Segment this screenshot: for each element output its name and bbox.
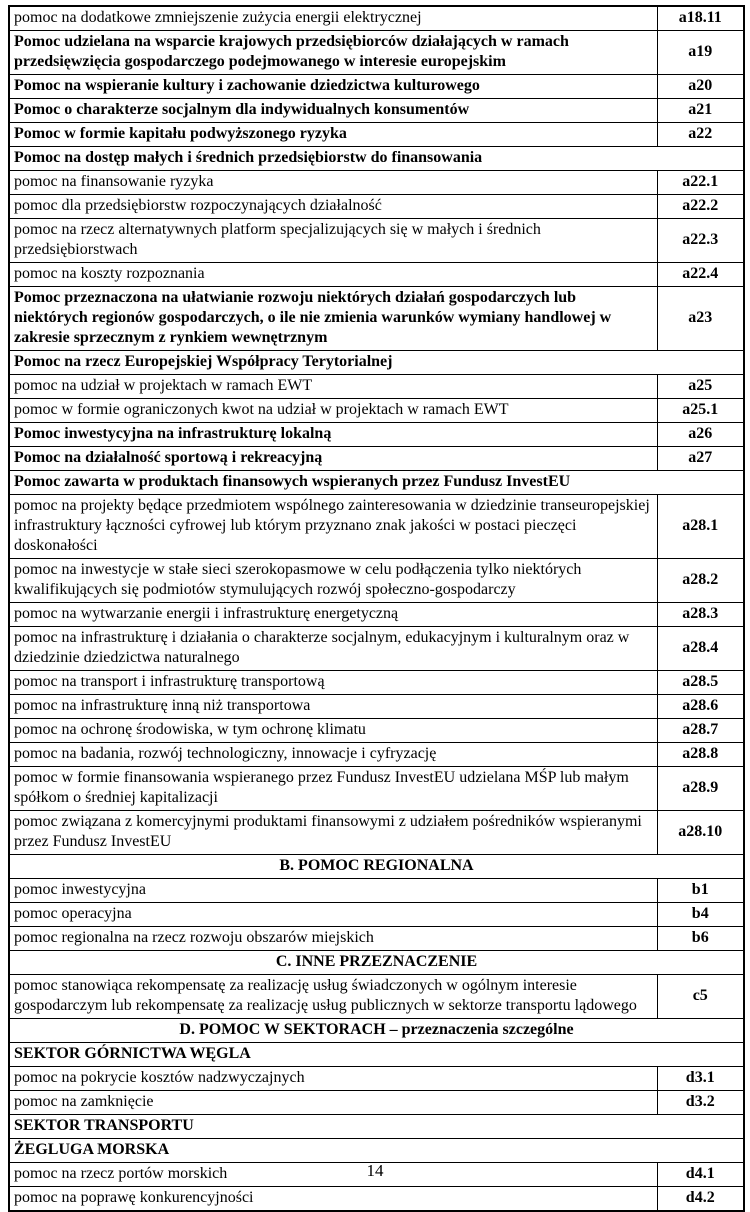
aid-code-cell: a28.7 (657, 719, 744, 743)
section-header-cell: SEKTOR TRANSPORTU (9, 1115, 744, 1139)
table-row (9, 903, 744, 927)
table-row (9, 399, 744, 423)
aid-description-cell: pomoc na ochronę środowiska, w tym ochronę klimatu (9, 719, 657, 743)
aid-description-cell: pomoc na rzecz alternatywnych platform specjalizujących się w małych i średnich przedsiębiorstwach (9, 219, 657, 263)
table-row (9, 879, 744, 903)
aid-description-cell: pomoc regionalna na rzecz rozwoju obszarów miejskich (9, 927, 657, 951)
aid-code-cell: b6 (657, 927, 744, 951)
aid-code-cell: b4 (657, 903, 744, 927)
section-header-cell: B. POMOC REGIONALNA (9, 855, 744, 879)
aid-code-cell: a28.10 (657, 811, 744, 855)
table-row (9, 263, 744, 287)
aid-table-body (9, 6, 744, 1211)
table-row (9, 975, 744, 1019)
aid-code-cell: a22.1 (657, 171, 744, 195)
table-row (9, 1067, 744, 1091)
table-row (9, 559, 744, 603)
table-row (9, 1187, 744, 1212)
table-row (9, 219, 744, 263)
aid-code-cell: a22.4 (657, 263, 744, 287)
section-row (9, 1139, 744, 1163)
aid-description-cell: pomoc na koszty rozpoznania (9, 263, 657, 287)
aid-description-cell: pomoc operacyjna (9, 903, 657, 927)
table-row (9, 671, 744, 695)
table-row (9, 811, 744, 855)
aid-code-cell: a20 (657, 75, 744, 99)
aid-code-cell: a25.1 (657, 399, 744, 423)
aid-description-cell: pomoc stanowiąca rekompensatę za realizację usług świadczonych w ogólnym interesie gospodarczym lub rekompensatę za realizację usług publicznych w sektorze transportu lądowego (9, 975, 657, 1019)
aid-description-cell: pomoc na poprawę konkurencyjności (9, 1187, 657, 1212)
aid-description-cell: pomoc dla przedsiębiorstw rozpoczynających działalność (9, 195, 657, 219)
aid-description-cell: pomoc na dodatkowe zmniejszenie zużycia energii elektrycznej (9, 6, 657, 31)
aid-description-cell: pomoc na zamknięcie (9, 1091, 657, 1115)
section-header-cell: ŻEGLUGA MORSKA (9, 1139, 744, 1163)
aid-code-cell: a28.8 (657, 743, 744, 767)
aid-description-cell: Pomoc na wspieranie kultury i zachowanie dziedzictwa kulturowego (9, 75, 657, 99)
table-row (9, 99, 744, 123)
section-header-cell: Pomoc zawarta w produktach finansowych wspieranych przez Fundusz InvestEU (9, 471, 744, 495)
aid-description-cell: pomoc na badania, rozwój technologiczny, innowacje i cyfryzację (9, 743, 657, 767)
section-row (9, 1019, 744, 1043)
section-row (9, 147, 744, 171)
section-row (9, 1115, 744, 1139)
table-row (9, 927, 744, 951)
aid-code-cell: c5 (657, 975, 744, 1019)
aid-description-cell: pomoc na pokrycie kosztów nadzwyczajnych (9, 1067, 657, 1091)
table-row (9, 75, 744, 99)
table-row (9, 695, 744, 719)
aid-code-cell: a26 (657, 423, 744, 447)
section-header-cell: SEKTOR GÓRNICTWA WĘGLA (9, 1043, 744, 1067)
aid-code-cell: a25 (657, 375, 744, 399)
aid-description-cell: pomoc inwestycyjna (9, 879, 657, 903)
table-row (9, 31, 744, 75)
aid-description-cell: pomoc na projekty będące przedmiotem wspólnego zainteresowania w dziedzinie transeuropejskiej infrastruktury łączności cyfrowej lub którym przyznano znak jakości w postaci pieczęci doskonałości (9, 495, 657, 559)
aid-description-cell: Pomoc na działalność sportową i rekreacyjną (9, 447, 657, 471)
aid-code-cell: b1 (657, 879, 744, 903)
aid-code-cell: a28.6 (657, 695, 744, 719)
aid-code-cell: a18.11 (657, 6, 744, 31)
aid-description-cell: pomoc na udział w projektach w ramach EWT (9, 375, 657, 399)
aid-description-cell: pomoc na transport i infrastrukturę transportową (9, 671, 657, 695)
aid-code-cell: a27 (657, 447, 744, 471)
aid-code-cell: d4.1 (657, 1163, 744, 1187)
aid-code-cell: a19 (657, 31, 744, 75)
table-row (9, 743, 744, 767)
aid-description-cell: pomoc w formie finansowania wspieranego przez Fundusz InvestEU udzielana MŚP lub małym spółkom o średniej kapitalizacji (9, 767, 657, 811)
aid-description-cell: Pomoc przeznaczona na ułatwianie rozwoju niektórych działań gospodarczych lub niektórych regionów gospodarczych, o ile nie zmienia warunków wymiany handlowej w zakresie sprzecznym z rynkiem wewnętrznym (9, 287, 657, 351)
aid-description-cell: pomoc na infrastrukturę inną niż transportowa (9, 695, 657, 719)
aid-code-cell: a22 (657, 123, 744, 147)
aid-code-cell: d3.2 (657, 1091, 744, 1115)
aid-code-cell: a28.1 (657, 495, 744, 559)
section-row (9, 951, 744, 975)
aid-description-cell: Pomoc w formie kapitału podwyższonego ryzyka (9, 123, 657, 147)
aid-code-cell: a28.9 (657, 767, 744, 811)
table-row (9, 6, 744, 31)
aid-description-cell: Pomoc inwestycyjna na infrastrukturę lokalną (9, 423, 657, 447)
aid-code-cell: a28.2 (657, 559, 744, 603)
section-row (9, 855, 744, 879)
aid-description-cell: pomoc na finansowanie ryzyka (9, 171, 657, 195)
table-row (9, 375, 744, 399)
table-row (9, 171, 744, 195)
aid-code-cell: d4.2 (657, 1187, 744, 1212)
table-row (9, 287, 744, 351)
aid-code-cell: a28.4 (657, 627, 744, 671)
section-header-cell: Pomoc na dostęp małych i średnich przedsiębiorstw do finansowania (9, 147, 744, 171)
section-row (9, 471, 744, 495)
section-header-cell: C. INNE PRZEZNACZENIE (9, 951, 744, 975)
table-row (9, 719, 744, 743)
table-row (9, 123, 744, 147)
section-row (9, 351, 744, 375)
page-number: 14 (366, 1161, 384, 1180)
section-header-cell: D. POMOC W SEKTORACH – przeznaczenia szczególne (9, 1019, 744, 1043)
aid-description-cell: pomoc w formie ograniczonych kwot na udział w projektach w ramach EWT (9, 399, 657, 423)
aid-description-cell: pomoc związana z komercyjnymi produktami finansowymi z udziałem pośredników wspieranymi przez Fundusz InvestEU (9, 811, 657, 855)
aid-code-cell: a22.2 (657, 195, 744, 219)
table-row (9, 627, 744, 671)
section-row (9, 1043, 744, 1067)
table-row (9, 603, 744, 627)
aid-description-cell: Pomoc udzielana na wsparcie krajowych przedsiębiorców działających w ramach przedsięwzięcia gospodarczego podejmowanego w interesie europejskim (9, 31, 657, 75)
aid-categories-table (8, 5, 745, 1212)
aid-code-cell: d3.1 (657, 1067, 744, 1091)
aid-code-cell: a28.3 (657, 603, 744, 627)
table-row (9, 195, 744, 219)
aid-code-cell: a21 (657, 99, 744, 123)
aid-code-cell: a23 (657, 287, 744, 351)
aid-description-cell: Pomoc o charakterze socjalnym dla indywidualnych konsumentów (9, 99, 657, 123)
table-row (9, 767, 744, 811)
section-header-cell: Pomoc na rzecz Europejskiej Współpracy Terytorialnej (9, 351, 744, 375)
aid-description-cell: pomoc na inwestycje w stałe sieci szerokopasmowe w celu podłączenia tylko niektórych kwalifikujących się podmiotów stymulujących rozwój społeczno-gospodarczy (9, 559, 657, 603)
table-row (9, 495, 744, 559)
table-row (9, 423, 744, 447)
table-row (9, 1091, 744, 1115)
aid-description-cell: pomoc na infrastrukturę i działania o charakterze socjalnym, edukacyjnym i kulturalnym oraz w dziedzinie dziedzictwa naturalnego (9, 627, 657, 671)
aid-description-cell: pomoc na rzecz portów morskich (9, 1163, 657, 1187)
aid-code-cell: a22.3 (657, 219, 744, 263)
aid-code-cell: a28.5 (657, 671, 744, 695)
table-row (9, 447, 744, 471)
aid-description-cell: pomoc na wytwarzanie energii i infrastrukturę energetyczną (9, 603, 657, 627)
